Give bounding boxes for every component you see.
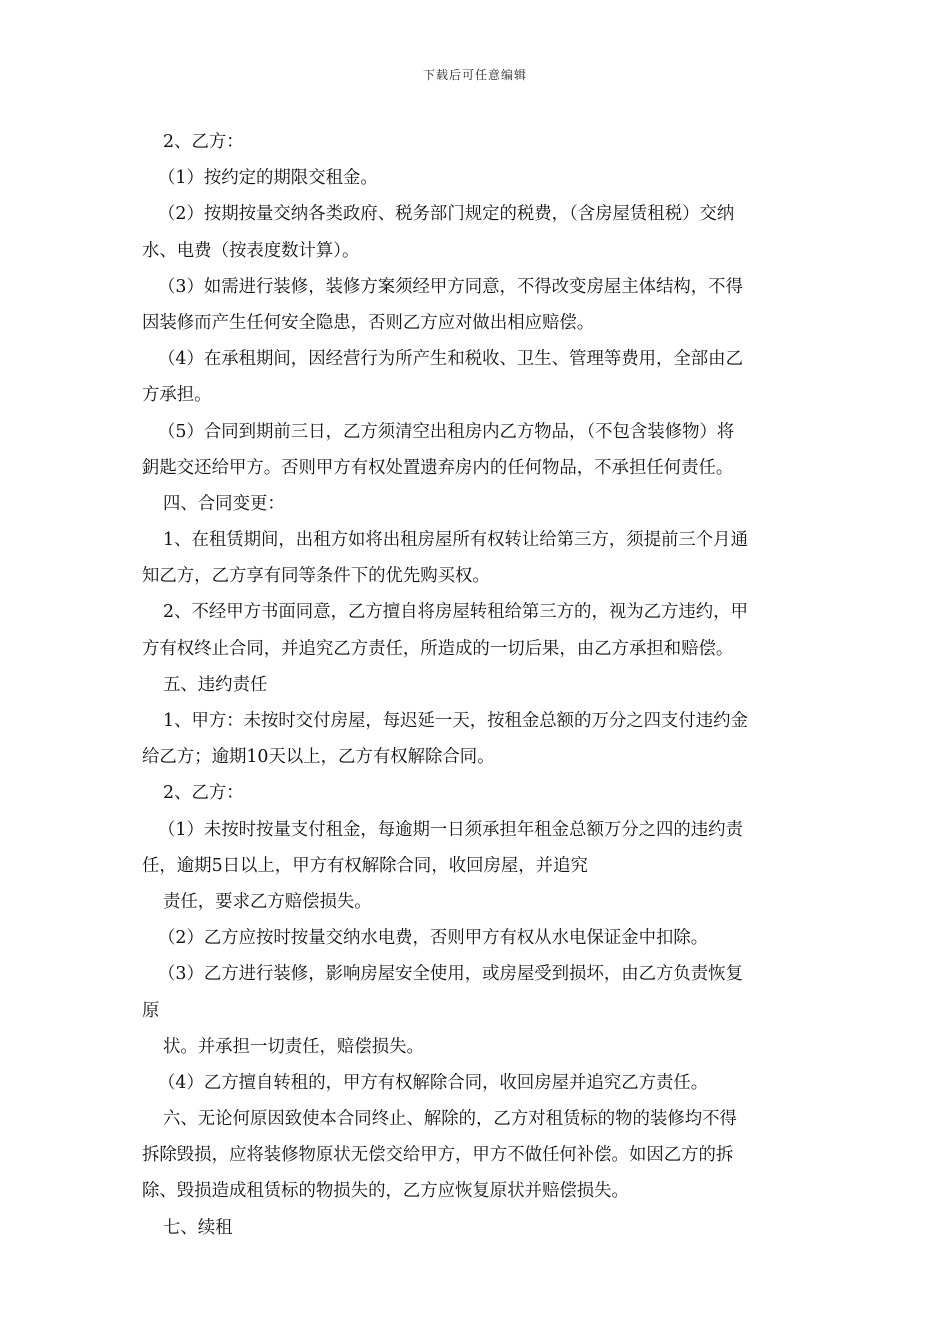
paragraph-line: 1、在租赁期间，出租方如将出租房屋所有权转让给第三方，须提前三个月通 [163, 530, 748, 551]
paragraph-line: 五、违约责任 [163, 674, 268, 695]
paragraph-line: 1、甲方：未按时交付房屋，每迟延一天，按租金总额的万分之四支付违约金 [163, 711, 748, 731]
paragraph-line: 水、电费（按表度数计算）。 [142, 240, 360, 261]
paragraph-line: 给乙方；逾期10天以上，乙方有权解除合同。 [142, 747, 495, 768]
paragraph-line: 2、乙方： [163, 783, 244, 804]
paragraph-line: （3）乙方进行装修，影响房屋安全使用，或房屋受到损坏，由乙方负责恢复 [158, 964, 743, 985]
page-header-note: 下载后可任意编辑 [422, 68, 527, 82]
paragraph-line: （1）按约定的期限交租金。 [158, 168, 378, 189]
paragraph-line: 鈅匙交还给甲方。否则甲方有权处置遗弃房内的任何物品，不承担任何责任。 [142, 457, 734, 478]
paragraph-line: （1）未按时按量支付租金，每逾期一日须承担年租金总额万分之四的违约责 [158, 819, 743, 840]
paragraph-line: 七、续租 [163, 1217, 233, 1238]
paragraph-line: （4）乙方擅自转租的，甲方有权解除合同，收回房屋并追究乙方责任。 [158, 1072, 709, 1093]
paragraph-line: 拆除毁损，应将装修物原状无偿交给甲方，甲方不做任何补偿。如因乙方的拆 [142, 1145, 734, 1166]
paragraph-line: （5）合同到期前三日，乙方须清空出租房内乙方物品，（不包含装修物）将 [158, 421, 735, 442]
paragraph-line: 知乙方，乙方享有同等条件下的优先购买权。 [142, 566, 490, 587]
paragraph-line: （4）在承租期间，因经营行为所产生和税收、卫生、管理等费用，全部由乙 [158, 349, 743, 370]
paragraph-line: 四、合同变更： [163, 493, 285, 514]
paragraph-line: 责任，要求乙方赔偿损失。 [163, 891, 372, 912]
paragraph-line: 原 [142, 1000, 160, 1021]
paragraph-line: 因装修而产生任何安全隐患，否则乙方应对做出相应赔偿。 [142, 312, 595, 333]
paragraph-line: 任，逾期5日以上，甲方有权解除合同，收回房屋，并追究 [142, 855, 588, 876]
paragraph-line: 方承担。 [142, 385, 212, 406]
paragraph-line: （3）如需进行装修，装修方案须经甲方同意，不得改变房屋主体结构，不得 [158, 276, 743, 297]
document-body [142, 124, 806, 1246]
paragraph-line: 除、毁损造成租赁标的物损失的，乙方应恢复原状并赔偿损失。 [142, 1181, 629, 1202]
paragraph-line: 方有权终止合同，并追究乙方责任，所造成的一切后果，由乙方承担和赔偿。 [142, 638, 734, 659]
paragraph-line: （2）按期按量交纳各类政府、税务部门规定的税费，（含房屋赁租税）交纳 [158, 204, 735, 225]
paragraph-line: 2、乙方： [163, 132, 244, 152]
paragraph-line: （2）乙方应按时按量交纳水电费，否则甲方有权从水电保证金中扣除。 [158, 928, 709, 949]
paragraph-line: 2、不经甲方书面同意，乙方擅自将房屋转租给第三方的，视为乙方违约，甲 [163, 602, 748, 623]
paragraph-line: 六、无论何原因致使本合同终止、解除的，乙方对租赁标的物的装修均不得 [163, 1109, 737, 1130]
paragraph-line: 状。并承担一切责任，赔偿损失。 [163, 1036, 424, 1057]
